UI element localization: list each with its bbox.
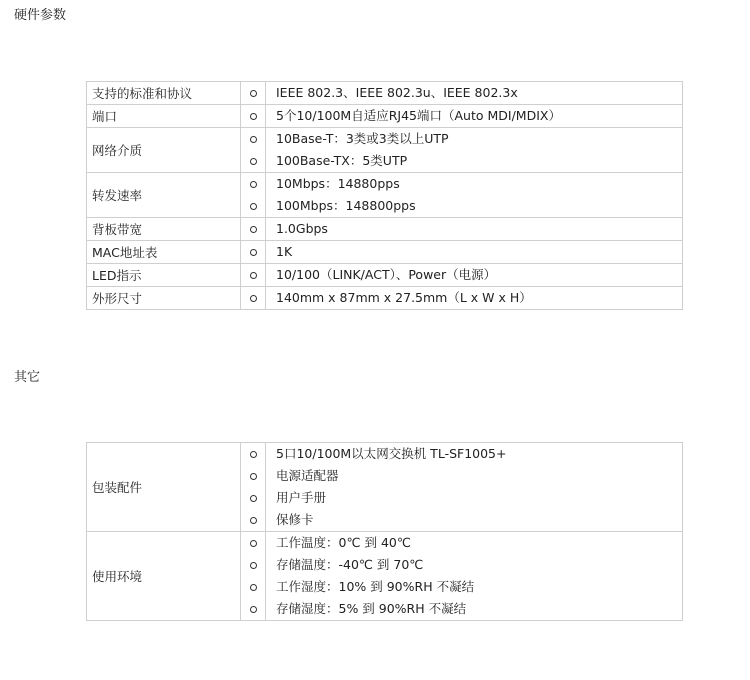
value-item: 140mm x 87mm x 27.5mm（L x W x H） [276, 290, 532, 305]
bullet-column [241, 173, 266, 218]
row-values [266, 241, 683, 264]
bullet-icon [250, 181, 257, 188]
value-item: IEEE 802.3、IEEE 802.3u、IEEE 802.3x [276, 85, 518, 100]
row-label: 端口 [87, 105, 241, 128]
bullet-icon [250, 295, 257, 302]
bullet-icon [250, 473, 257, 480]
bullet-icon [250, 517, 257, 524]
row-values [266, 264, 683, 287]
section-title-hardware: 硬件参数 [14, 8, 67, 23]
bullet-column [241, 218, 266, 241]
row-label: 转发速率 [87, 173, 241, 218]
table-row [87, 173, 683, 218]
row-values [266, 128, 683, 173]
other-spec-table [86, 442, 683, 621]
value-item: 工作温度：0℃ 到 40℃ [276, 535, 411, 550]
value-item: 5个10/100M自适应RJ45端口（Auto MDI/MDIX） [276, 108, 561, 123]
value-item: 用户手册 [276, 490, 327, 505]
row-values [266, 443, 683, 532]
value-item: 工作湿度：10% 到 90%RH 不凝结 [276, 579, 475, 594]
row-values [266, 218, 683, 241]
value-item: 存储湿度：5% 到 90%RH 不凝结 [276, 601, 467, 616]
value-item: 电源适配器 [276, 468, 339, 483]
value-item: 5口10/100M以太网交换机 TL-SF1005+ [276, 446, 507, 461]
table-row [87, 82, 683, 105]
row-label: 背板带宽 [87, 218, 241, 241]
row-values [266, 532, 683, 621]
bullet-icon [250, 113, 257, 120]
bullet-icon [250, 584, 257, 591]
value-item: 10Base-T：3类或3类以上UTP [276, 131, 449, 146]
bullet-column [241, 287, 266, 310]
bullet-icon [250, 495, 257, 502]
bullet-icon [250, 272, 257, 279]
value-item: 10Mbps：14880pps [276, 176, 400, 191]
bullet-icon [250, 158, 257, 165]
value-item: 保修卡 [276, 512, 314, 527]
hardware-spec-table [86, 81, 683, 310]
value-item: 1.0Gbps [276, 221, 328, 236]
bullet-column [241, 105, 266, 128]
bullet-column [241, 532, 266, 621]
bullet-icon [250, 90, 257, 97]
bullet-column [241, 241, 266, 264]
row-values [266, 173, 683, 218]
value-item: 10/100（LINK/ACT）、Power（电源） [276, 267, 497, 282]
bullet-icon [250, 249, 257, 256]
bullet-icon [250, 451, 257, 458]
table-row [87, 105, 683, 128]
row-label: 外形尺寸 [87, 287, 241, 310]
row-values [266, 105, 683, 128]
row-label: 包装配件 [87, 443, 241, 532]
bullet-column [241, 82, 266, 105]
table-row [87, 218, 683, 241]
bullet-icon [250, 540, 257, 547]
table-row [87, 264, 683, 287]
bullet-column [241, 443, 266, 532]
row-label: 支持的标准和协议 [87, 82, 241, 105]
value-item: 存储温度：-40℃ 到 70℃ [276, 557, 424, 572]
value-item: 1K [276, 244, 293, 259]
table-row [87, 532, 683, 621]
row-label: 网络介质 [87, 128, 241, 173]
value-item: 100Base-TX：5类UTP [276, 153, 408, 168]
bullet-column [241, 128, 266, 173]
bullet-icon [250, 136, 257, 143]
table-row [87, 443, 683, 532]
bullet-icon [250, 562, 257, 569]
bullet-icon [250, 606, 257, 613]
bullet-icon [250, 203, 257, 210]
section-title-other: 其它 [14, 370, 41, 385]
row-values [266, 82, 683, 105]
row-label: LED指示 [87, 264, 241, 287]
table-row [87, 241, 683, 264]
row-label: MAC地址表 [87, 241, 241, 264]
table-row [87, 128, 683, 173]
value-item: 100Mbps：148800pps [276, 198, 416, 213]
bullet-icon [250, 226, 257, 233]
bullet-column [241, 264, 266, 287]
row-label: 使用环境 [87, 532, 241, 621]
row-values [266, 287, 683, 310]
table-row [87, 287, 683, 310]
